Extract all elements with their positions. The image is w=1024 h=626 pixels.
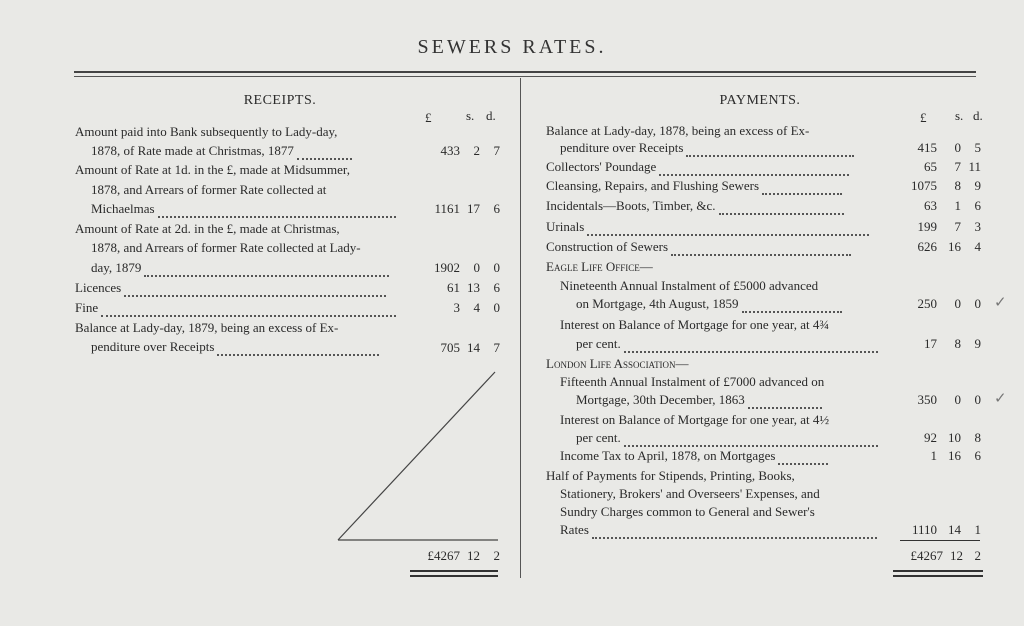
payment-amount-pounds: 63 — [924, 198, 937, 213]
receipt-amount-pounds: 705 — [440, 340, 460, 355]
payment-amount-shillings: 7 — [954, 159, 961, 174]
payment-amount-pence: 0 — [974, 392, 981, 407]
receipt-line: Balance at Lady-day, 1879, being an excess of Ex- — [75, 320, 339, 335]
receipt-line: Licences — [75, 279, 386, 297]
payment-line: Sundry Charges common to General and Sewer's — [560, 504, 815, 519]
receipt-line: Amount of Rate at 2d. in the £, made at Christmas, — [75, 221, 340, 236]
payment-line: on Mortgage, 4th August, 1859 — [576, 295, 842, 313]
payment-line: Incidentals—Boots, Timber, &c. — [546, 197, 844, 215]
receipts-heading: RECEIPTS. — [243, 93, 317, 108]
payments-total-pounds: £4267 — [910, 548, 943, 563]
payment-amount-pence: 9 — [974, 178, 981, 193]
receipts-total-shillings: 12 — [467, 548, 480, 563]
payments-col-shillings: s. — [955, 108, 964, 123]
receipt-line: penditure over Receipts — [91, 338, 379, 356]
header-rule — [74, 71, 976, 73]
check-mark-icon: ✓ — [994, 391, 1007, 407]
payment-amount-pence: 8 — [974, 430, 981, 445]
receipt-amount-pence: 0 — [493, 300, 500, 315]
payment-line: Nineteenth Annual Instalment of £5000 advanced — [560, 278, 819, 293]
payments-total-rule — [893, 575, 983, 577]
receipts-col-pence: d. — [486, 108, 496, 123]
payments-subtotal-rule — [900, 540, 980, 541]
receipt-amount-pounds: 1161 — [434, 201, 460, 216]
payment-amount-shillings: 16 — [948, 448, 961, 463]
receipts-col-pounds: £ — [425, 110, 432, 125]
payment-section-heading: London Life Association— — [546, 356, 689, 371]
receipt-line: Michaelmas — [91, 200, 396, 218]
payments-total-pence: 2 — [974, 548, 981, 563]
payments-total-shillings: 12 — [950, 548, 963, 563]
receipt-amount-shillings: 17 — [467, 201, 480, 216]
receipt-line: 1878, of Rate made at Christmas, 1877 — [91, 142, 352, 160]
payments-heading: PAYMENTS. — [719, 93, 801, 108]
receipt-line: 1878, and Arrears of former Rate collected at — [91, 182, 327, 197]
payment-line: Income Tax to April, 1878, on Mortgages — [560, 447, 828, 465]
payment-amount-shillings: 8 — [954, 178, 961, 193]
receipt-line: 1878, and Arrears of former Rate collected at Lady- — [91, 240, 361, 255]
payment-line: Interest on Balance of Mortgage for one year, at 4¾ — [560, 317, 830, 332]
payment-line: per cent. — [576, 335, 878, 353]
payment-amount-shillings: 0 — [954, 140, 961, 155]
payment-line: Urinals — [546, 218, 869, 236]
receipt-line: Amount of Rate at 1d. in the £, made at Midsummer, — [75, 162, 350, 177]
payment-amount-shillings: 10 — [948, 430, 961, 445]
receipt-amount-shillings: 2 — [473, 143, 480, 158]
receipts-total-rule — [410, 570, 498, 572]
payment-line: Rates — [560, 521, 877, 539]
payment-section-heading: Eagle Life Office— — [546, 259, 653, 274]
check-mark-icon: ✓ — [994, 295, 1007, 311]
payment-amount-pence: 6 — [974, 448, 981, 463]
receipt-amount-shillings: 0 — [473, 260, 480, 275]
receipts-total-pounds: £4267 — [427, 548, 460, 563]
payment-line: Construction of Sewers — [546, 238, 851, 256]
payment-amount-pence: 3 — [974, 219, 981, 234]
payment-line: Interest on Balance of Mortgage for one year, at 4½ — [560, 412, 830, 427]
receipt-amount-pence: 6 — [493, 280, 500, 295]
payment-line: per cent. — [576, 429, 878, 447]
payment-amount-shillings: 8 — [954, 336, 961, 351]
receipt-line: day, 1879 — [91, 259, 389, 277]
column-divider — [520, 78, 521, 578]
payment-amount-pounds: 1075 — [911, 178, 937, 193]
payment-amount-pounds: 250 — [917, 296, 937, 311]
payment-amount-shillings: 7 — [954, 219, 961, 234]
receipt-amount-pounds: 61 — [447, 280, 460, 295]
payment-amount-pounds: 1110 — [911, 522, 937, 537]
payment-line: Balance at Lady-day, 1878, being an excess of Ex- — [546, 123, 810, 138]
receipt-amount-shillings: 14 — [467, 340, 480, 355]
payment-amount-pounds: 350 — [917, 392, 937, 407]
receipt-amount-shillings: 4 — [473, 300, 480, 315]
payment-line: Stationery, Brokers' and Overseers' Expenses, and — [560, 486, 820, 501]
payment-amount-pounds: 626 — [917, 239, 937, 254]
payment-amount-shillings: 14 — [948, 522, 961, 537]
payments-col-pence: d. — [973, 108, 983, 123]
payment-amount-pence: 4 — [974, 239, 981, 254]
payment-line: Fifteenth Annual Instalment of £7000 advanced on — [560, 374, 825, 389]
payment-line: Half of Payments for Stipends, Printing, Books, — [546, 468, 795, 483]
receipt-amount-pounds: 433 — [440, 143, 460, 158]
payment-amount-pounds: 1 — [930, 448, 937, 463]
payment-line: Mortgage, 30th December, 1863 — [576, 391, 822, 409]
payment-amount-shillings: 0 — [954, 296, 961, 311]
payment-amount-pence: 11 — [968, 159, 981, 174]
receipts-total-rule — [410, 575, 498, 577]
receipt-line: Fine — [75, 299, 396, 317]
receipt-line: Amount paid into Bank subsequently to Lady-day, — [75, 124, 338, 139]
payment-amount-pence: 5 — [974, 140, 981, 155]
payment-line: Collectors' Poundage — [546, 158, 849, 176]
receipt-amount-shillings: 13 — [467, 280, 480, 295]
payment-amount-shillings: 0 — [954, 392, 961, 407]
payment-amount-shillings: 1 — [954, 198, 961, 213]
receipt-amount-pounds: 3 — [453, 300, 460, 315]
receipt-amount-pence: 6 — [493, 201, 500, 216]
payment-amount-pounds: 415 — [917, 140, 937, 155]
balancing-diagonal — [330, 370, 500, 550]
receipts-total-pence: 2 — [493, 548, 500, 563]
payment-amount-pence: 1 — [974, 522, 981, 537]
payment-amount-pence: 6 — [974, 198, 981, 213]
receipt-amount-pence: 7 — [493, 340, 500, 355]
payment-amount-pounds: 17 — [924, 336, 937, 351]
receipt-amount-pounds: 1902 — [434, 260, 460, 275]
header-rule-thin — [74, 76, 976, 77]
receipts-col-shillings: s. — [466, 108, 475, 123]
payments-col-pounds: £ — [920, 110, 927, 125]
payment-line: penditure over Receipts — [560, 139, 854, 157]
payment-amount-pounds: 199 — [917, 219, 937, 234]
receipt-amount-pence: 0 — [493, 260, 500, 275]
payment-amount-pence: 0 — [974, 296, 981, 311]
page-title: SEWERS RATES. — [417, 36, 607, 58]
payment-amount-pence: 9 — [974, 336, 981, 351]
payment-amount-pounds: 92 — [924, 430, 937, 445]
payment-amount-pounds: 65 — [924, 159, 937, 174]
payment-line: Cleansing, Repairs, and Flushing Sewers — [546, 177, 842, 195]
receipt-amount-pence: 7 — [493, 143, 500, 158]
payments-total-rule — [893, 570, 983, 572]
payment-amount-shillings: 16 — [948, 239, 961, 254]
